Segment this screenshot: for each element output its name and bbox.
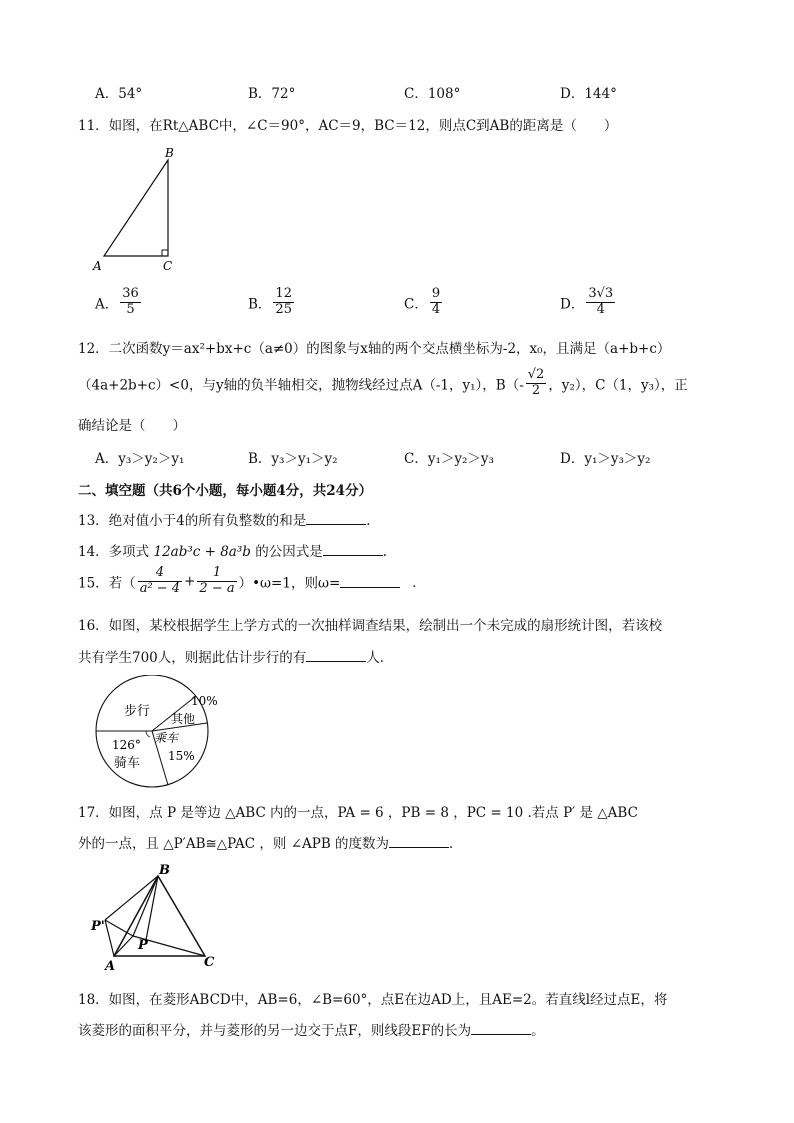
q11-stem: 11．如图，在Rt△ABC中，∠C＝90°，AC＝9，BC＝12，则点C到AB的距离是（ ） bbox=[78, 118, 618, 134]
q14: 14．多项式 12ab³c + 8a³b 的公因式是 . bbox=[78, 544, 388, 560]
q12-option-a: A．y₃＞y₂＞y₁ bbox=[95, 451, 185, 467]
q15-answer-blank[interactable] bbox=[340, 575, 400, 588]
q17-label-a: A bbox=[105, 959, 116, 974]
q17-line2: 外的一点，且 △P′AB≅△PAC ，则 ∠APB 的度数为 ． bbox=[78, 836, 463, 852]
q11-right-angle-mark bbox=[162, 250, 168, 256]
q11-option-b: B． $\frac{12}{25}$ bbox=[248, 286, 292, 317]
pie-angle-arc bbox=[146, 731, 150, 737]
q17-triangle-figure bbox=[88, 862, 228, 977]
section2-title: 二、填空题（共6个小题，每小题4分，共24分） bbox=[78, 483, 373, 499]
q11-option-c: C． $\frac{9}{4}$ bbox=[404, 286, 441, 317]
q18-answer-blank[interactable] bbox=[471, 1022, 531, 1035]
q16-line1: 16．如图，某校根据学生上学方式的一次抽样调查结果，绘制出一个未完成的扇形统计图，若该校 bbox=[78, 618, 663, 634]
q17-seg-pb bbox=[133, 876, 158, 936]
q13: 13．绝对值小于4的所有负整数的和是 ． bbox=[78, 513, 380, 529]
q13-answer-blank[interactable] bbox=[306, 512, 366, 525]
q12-option-c: C．y₁＞y₂＞y₃ bbox=[404, 451, 494, 467]
q16-pie-chart bbox=[90, 675, 235, 790]
q11-option-a: A． $\frac{36}{5}$ bbox=[95, 286, 139, 317]
q11-label-b: B bbox=[165, 146, 174, 160]
q18-line2: 该菱形的面积平分，并与菱形的另一边交于点F，则线段EF的长为 。 bbox=[78, 1023, 545, 1039]
q11-label-a: A bbox=[93, 259, 102, 273]
q11-label-c: C bbox=[163, 259, 173, 273]
pie-label-walk: 步行 bbox=[124, 704, 151, 719]
q10-option-c: C．108° bbox=[404, 86, 461, 102]
q16-line2: 共有学生700人，则据此估计步行的有 人． bbox=[78, 650, 394, 666]
q17-seg-ppb bbox=[105, 876, 158, 920]
pie-label-other: 其他 bbox=[171, 712, 196, 726]
q16-answer-blank[interactable] bbox=[306, 649, 366, 662]
q17-answer-blank[interactable] bbox=[389, 835, 449, 848]
q11-triangle-figure bbox=[88, 142, 188, 277]
q12-option-b: B．y₃＞y₁＞y₂ bbox=[248, 451, 338, 467]
q10-option-b: B．72° bbox=[248, 86, 296, 102]
pie-label-bike-angle: 126° bbox=[112, 738, 141, 752]
q17-label-p: P bbox=[138, 938, 148, 953]
q17-label-b: B bbox=[159, 863, 170, 878]
q17-label-c: C bbox=[204, 955, 215, 970]
pie-label-other-pct: 10% bbox=[191, 694, 218, 708]
q17-label-pp: P' bbox=[91, 919, 105, 934]
q17-seg-ppa bbox=[105, 920, 114, 956]
q17-triangle-abc bbox=[114, 876, 205, 956]
q10-option-a: A．54° bbox=[95, 86, 143, 102]
pie-label-bike: 骑车 bbox=[114, 756, 141, 771]
q11-triangle bbox=[104, 160, 168, 256]
pie-label-bus-pct: 15% bbox=[168, 749, 195, 763]
q17-line1: 17．如图，点 P 是等边 △ABC 内的一点，PA = 6 ，PB = 8 ，PC = 10 .若点 P′ 是 △ABC bbox=[78, 805, 638, 821]
q10-option-d: D．144° bbox=[560, 86, 617, 102]
q12-option-d: D．y₁＞y₃＞y₂ bbox=[560, 451, 651, 467]
q12-line2: （4a+2b+c）<0，与y轴的负半轴相交，抛物线经过点A（-1，y₁），B（- $\frac{√2}{2}$ ，y₂），C（1，y₃），正 bbox=[78, 367, 688, 398]
q11-option-d: D． $\frac{3√3}{4}$ bbox=[560, 286, 614, 317]
q12-line1: 12．二次函数y＝ax²+bx+c（a≠0）的图象与x轴的两个交点横坐标为-2，x₀，且满足（a+b+c） bbox=[78, 341, 671, 357]
q12-line3: 确结论是（ ） bbox=[78, 418, 186, 434]
pie-label-bus: 乘车 bbox=[154, 731, 179, 745]
q15: 15．若（ $\frac{4}{\text{a² − 4}}$ + $\frac{1}{2 - a}$ ）•ω=1，则ω= ． bbox=[78, 565, 426, 596]
q18-line1: 18．如图，在菱形ABCD中，AB=6，∠B=60°，点E在边AD上，且AE=2。若直线l经过点E，将 bbox=[78, 992, 668, 1008]
q14-answer-blank[interactable] bbox=[323, 543, 383, 556]
